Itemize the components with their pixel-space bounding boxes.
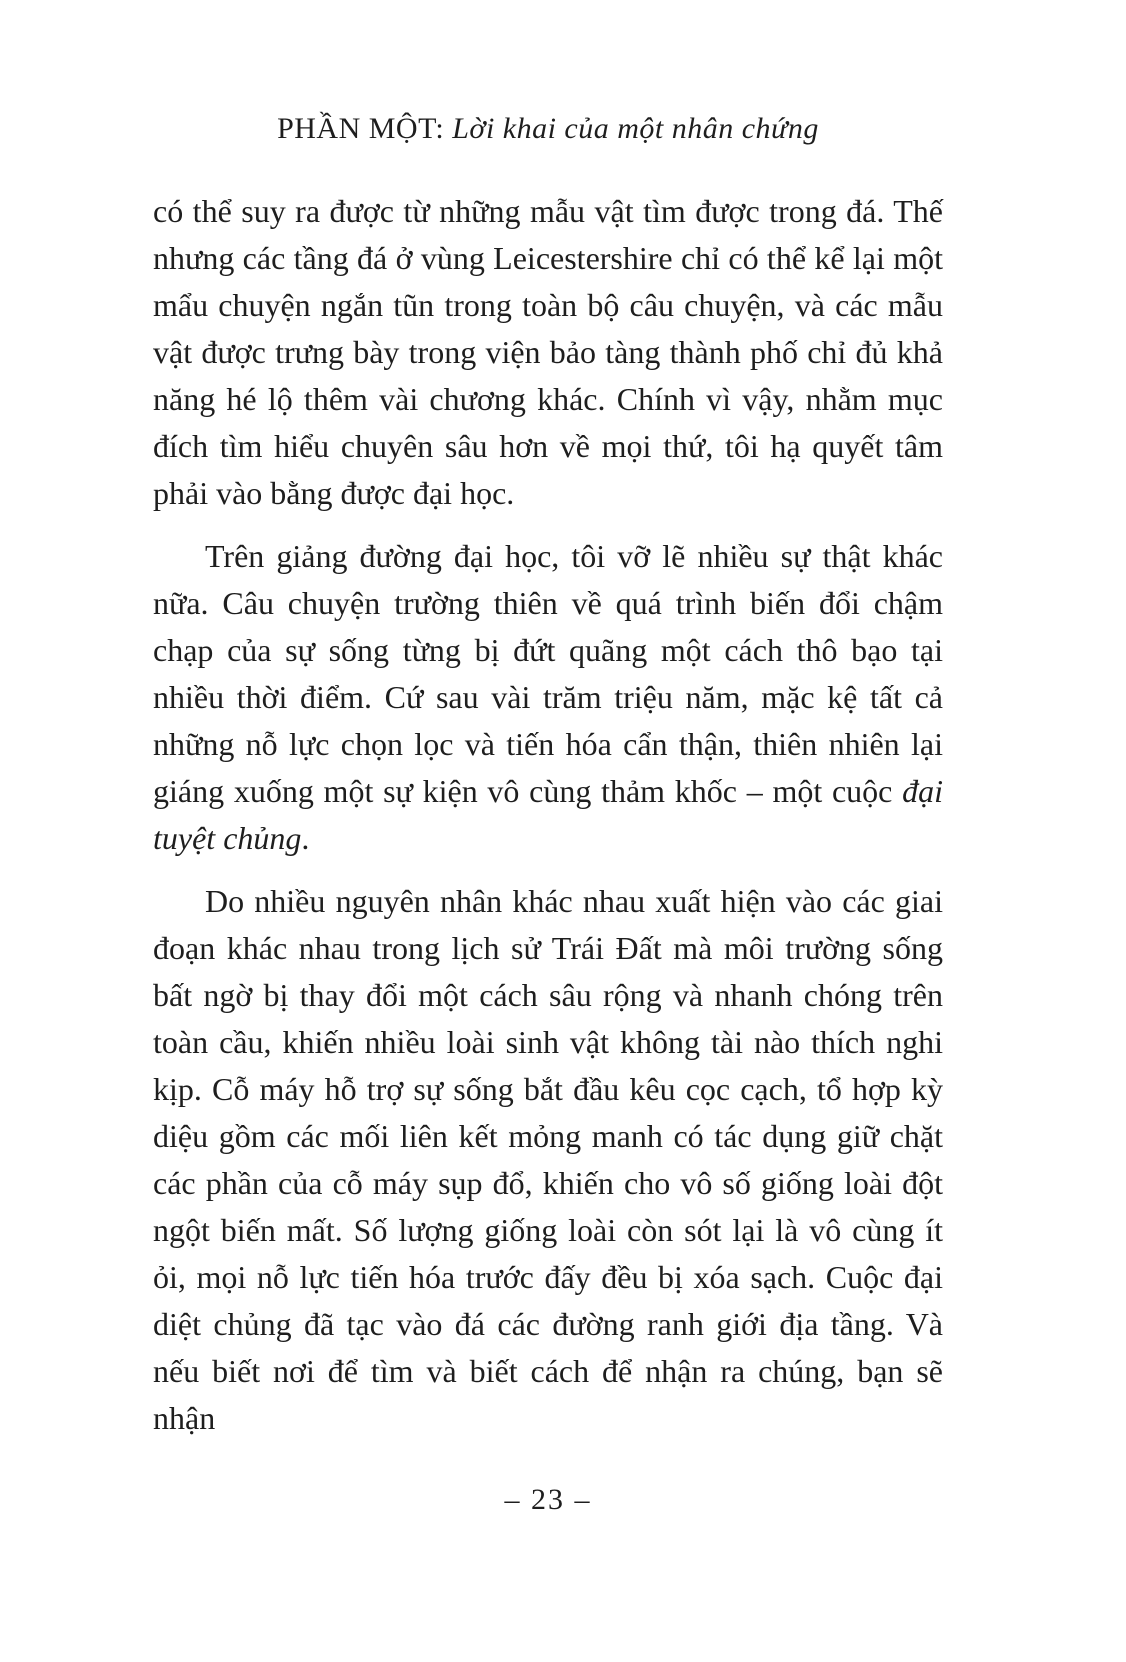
page-body bbox=[153, 188, 943, 1442]
paragraph bbox=[153, 878, 943, 1442]
text-run: . bbox=[301, 820, 310, 856]
paragraph bbox=[153, 533, 943, 862]
italic-text-run: đại tuyệt chủng bbox=[153, 773, 943, 856]
text-run: có thể suy ra được từ những mẫu vật tìm được trong đá. Thế nhưng các tầng đá ở vùng Leicestershire chỉ có thể kể lại một mẩu chuyện ngắn tũn trong toàn bộ câu chuyện, và các mẫu vật được trưng bày trong viện bảo tàng thành phố chỉ đủ khả năng hé lộ thêm vài chương khác. Chính vì vậy, nhằm mục đích tìm hiểu chuyên sâu hơn về mọi thứ, tôi hạ quyết tâm phải vào bằng được đại học. bbox=[153, 193, 943, 511]
part-label: PHẦN MỘT: bbox=[277, 112, 453, 145]
page-footer bbox=[153, 1483, 943, 1517]
text-run: Do nhiều nguyên nhân khác nhau xuất hiện vào các giai đoạn khác nhau trong lịch sử Trái Đất mà môi trường sống bất ngờ bị thay đổi một cách sâu rộng và nhanh chóng trên toàn cầu, khiến nhiều loài sinh vật không tài nào thích nghi kịp. Cỗ máy hỗ trợ sự sống bắt đầu kêu cọc cạch, tổ hợp kỳ diệu gồm các mối liên kết mỏng manh có tác dụng giữ chặt các phần của cỗ máy sụp đổ, khiến cho vô số giống loài đột ngột biến mất. Số lượng giống loài còn sót lại là vô cùng ít ỏi, mọi nỗ lực tiến hóa trước đấy đều bị xóa sạch. Cuộc đại diệt chủng đã tạc vào đá các đường ranh giới địa tầng. Và nếu biết nơi để tìm và biết cách để nhận ra chúng, bạn sẽ nhận bbox=[153, 883, 943, 1436]
running-header bbox=[153, 0, 943, 146]
chapter-title: Lời khai của một nhân chứng bbox=[452, 112, 819, 145]
text-run: Trên giảng đường đại học, tôi vỡ lẽ nhiều sự thật khác nữa. Câu chuyện trường thiên về quá trình biến đổi chậm chạp của sự sống từng bị đứt quãng một cách thô bạo tại nhiều thời điểm. Cứ sau vài trăm triệu năm, mặc kệ tất cả những nỗ lực chọn lọc và tiến hóa cẩn thận, thiên nhiên lại giáng xuống một sự kiện vô cùng thảm khốc – một cuộc bbox=[153, 538, 943, 809]
page-number: – 23 – bbox=[504, 1483, 592, 1516]
paragraph bbox=[153, 188, 943, 517]
